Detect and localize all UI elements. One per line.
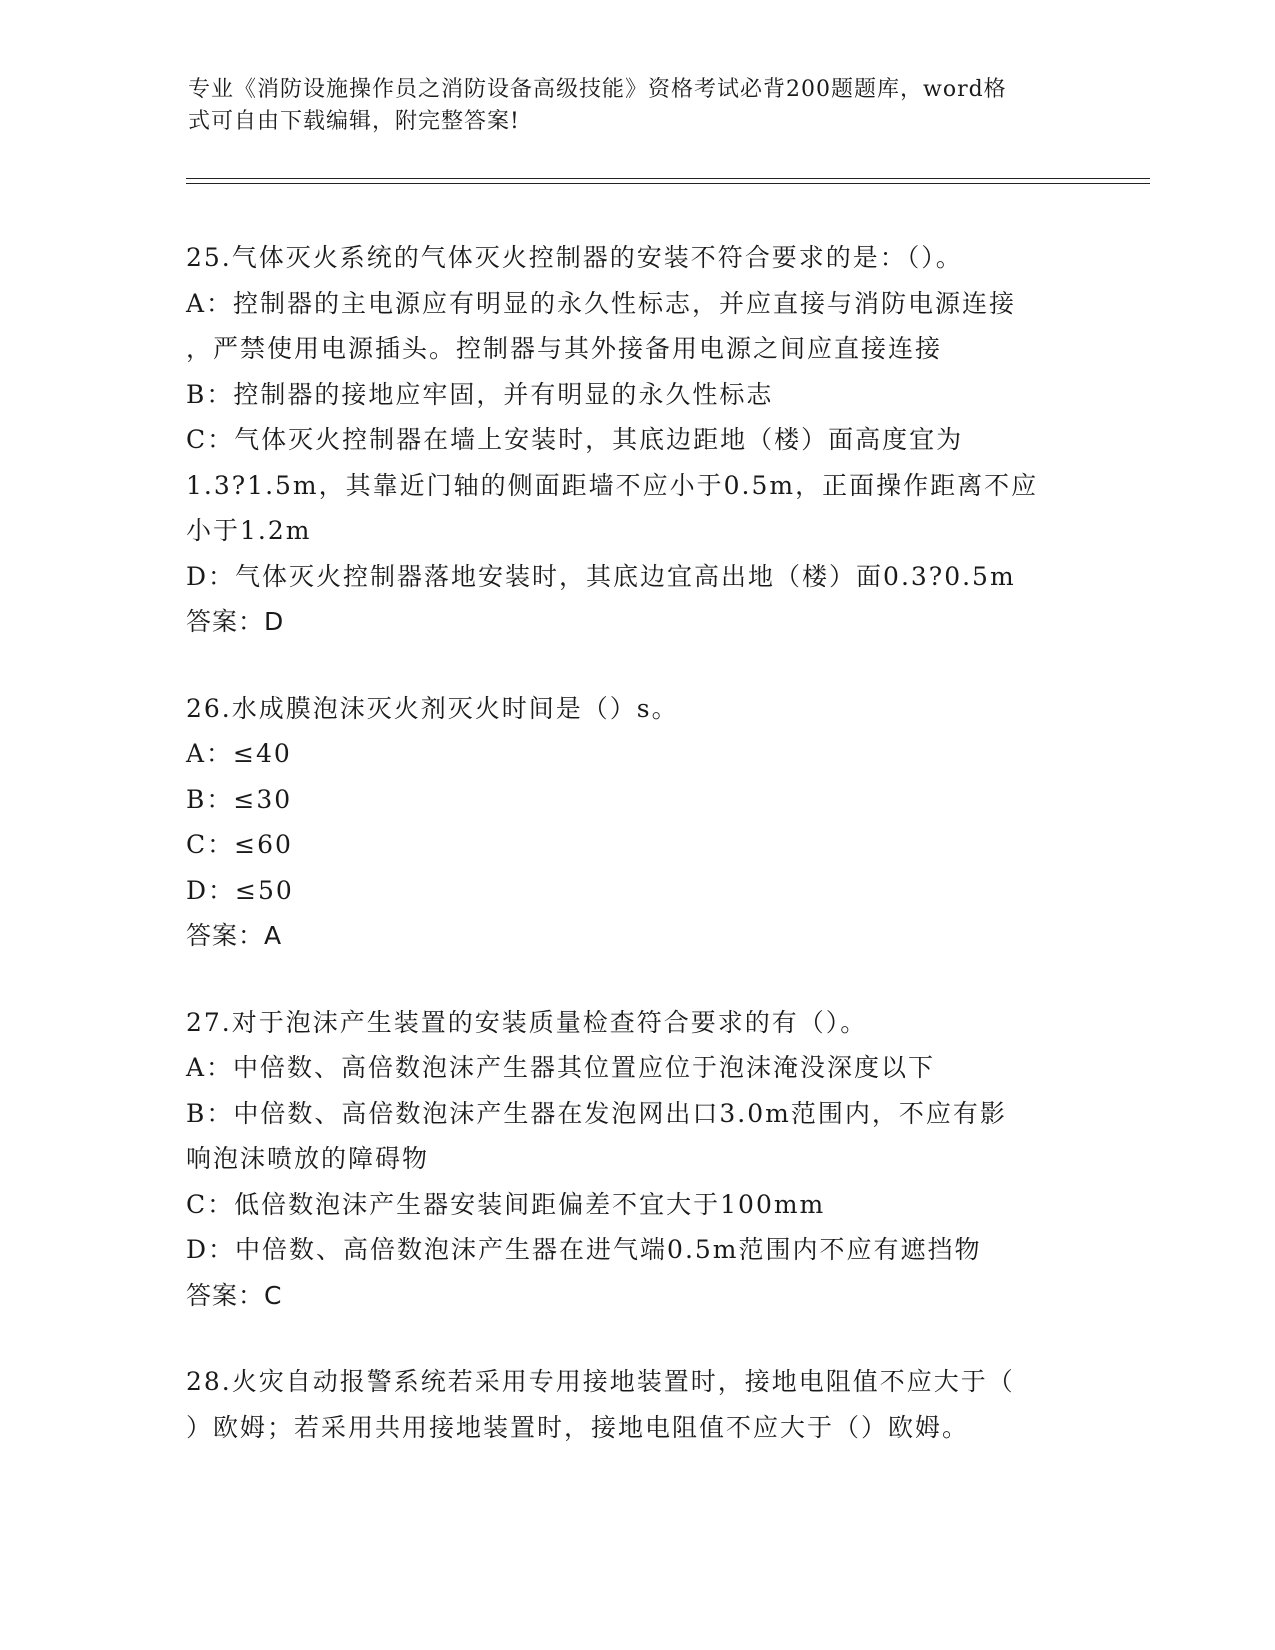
option-d: D：中倍数、高倍数泡沫产生器在进气端0.5m范围内不应有遮挡物 <box>186 1235 982 1264</box>
question-28 <box>186 1359 1086 1450</box>
question-25 <box>186 235 1086 645</box>
option-d: D：气体灭火控制器落地安装时，其底边宜高出地（楼）面0.3?0.5m <box>186 561 1016 591</box>
question-stem: 28.火灾自动报警系统若采用专用接地装置时，接地电阻值不应大于（ <box>186 1367 1015 1396</box>
option-c-continued: 小于1.2m <box>186 516 312 545</box>
option-a: A：控制器的主电源应有明显的永久性标志，并应直接与消防电源连接 <box>186 288 1017 318</box>
option-a: A：≤40 <box>186 739 292 768</box>
header-line-1: 专业《消防设施操作员之消防设备高级技能》资格考试必背200题题库，word格 <box>188 77 1007 102</box>
document-header <box>188 74 1068 138</box>
question-26 <box>186 686 1086 959</box>
option-b: B：中倍数、高倍数泡沫产生器在发泡网出口3.0m范围内，不应有影 <box>186 1098 1007 1128</box>
header-divider-bottom <box>186 183 1150 184</box>
question-list <box>186 235 1086 1491</box>
answer-line: 答案：A <box>186 921 283 950</box>
option-b: B：控制器的接地应牢固，并有明显的永久性标志 <box>186 379 774 409</box>
option-d: D：≤50 <box>186 875 294 905</box>
question-stem: 25.气体灭火系统的气体灭火控制器的安装不符合要求的是：（）。 <box>186 243 963 272</box>
option-c: C：≤60 <box>186 830 293 859</box>
option-b: B：≤30 <box>186 784 293 814</box>
option-a: A：中倍数、高倍数泡沫产生器其位置应位于泡沫淹没深度以下 <box>186 1053 936 1082</box>
question-stem: 27.对于泡沫产生装置的安装质量检查符合要求的有（）。 <box>186 1007 868 1037</box>
option-c: C：气体灭火控制器在墙上安装时，其底边距地（楼）面高度宜为 <box>186 425 964 454</box>
header-divider-top <box>186 178 1150 179</box>
header-line-2: 式可自由下载编辑，附完整答案! <box>188 109 520 134</box>
answer-line: 答案：D <box>186 607 285 636</box>
question-27 <box>186 1000 1086 1319</box>
option-c: C：低倍数泡沫产生器安装间距偏差不宜大于100mm <box>186 1189 826 1219</box>
question-stem: 26.水成膜泡沫灭火剂灭火时间是（）s。 <box>186 693 679 723</box>
answer-line: 答案：C <box>186 1280 283 1310</box>
option-a-continued: ，严禁使用电源插头。控制器与其外接备用电源之间应直接连接 <box>186 334 943 363</box>
option-b-continued: 响泡沫喷放的障碍物 <box>186 1144 430 1173</box>
question-stem-continued: ）欧姆；若采用共用接地装置时，接地电阻值不应大于（）欧姆。 <box>186 1412 970 1442</box>
option-c-continued: 1.3?1.5m，其靠近门轴的侧面距墙不应小于0.5m，正面操作距离不应 <box>186 470 1039 500</box>
